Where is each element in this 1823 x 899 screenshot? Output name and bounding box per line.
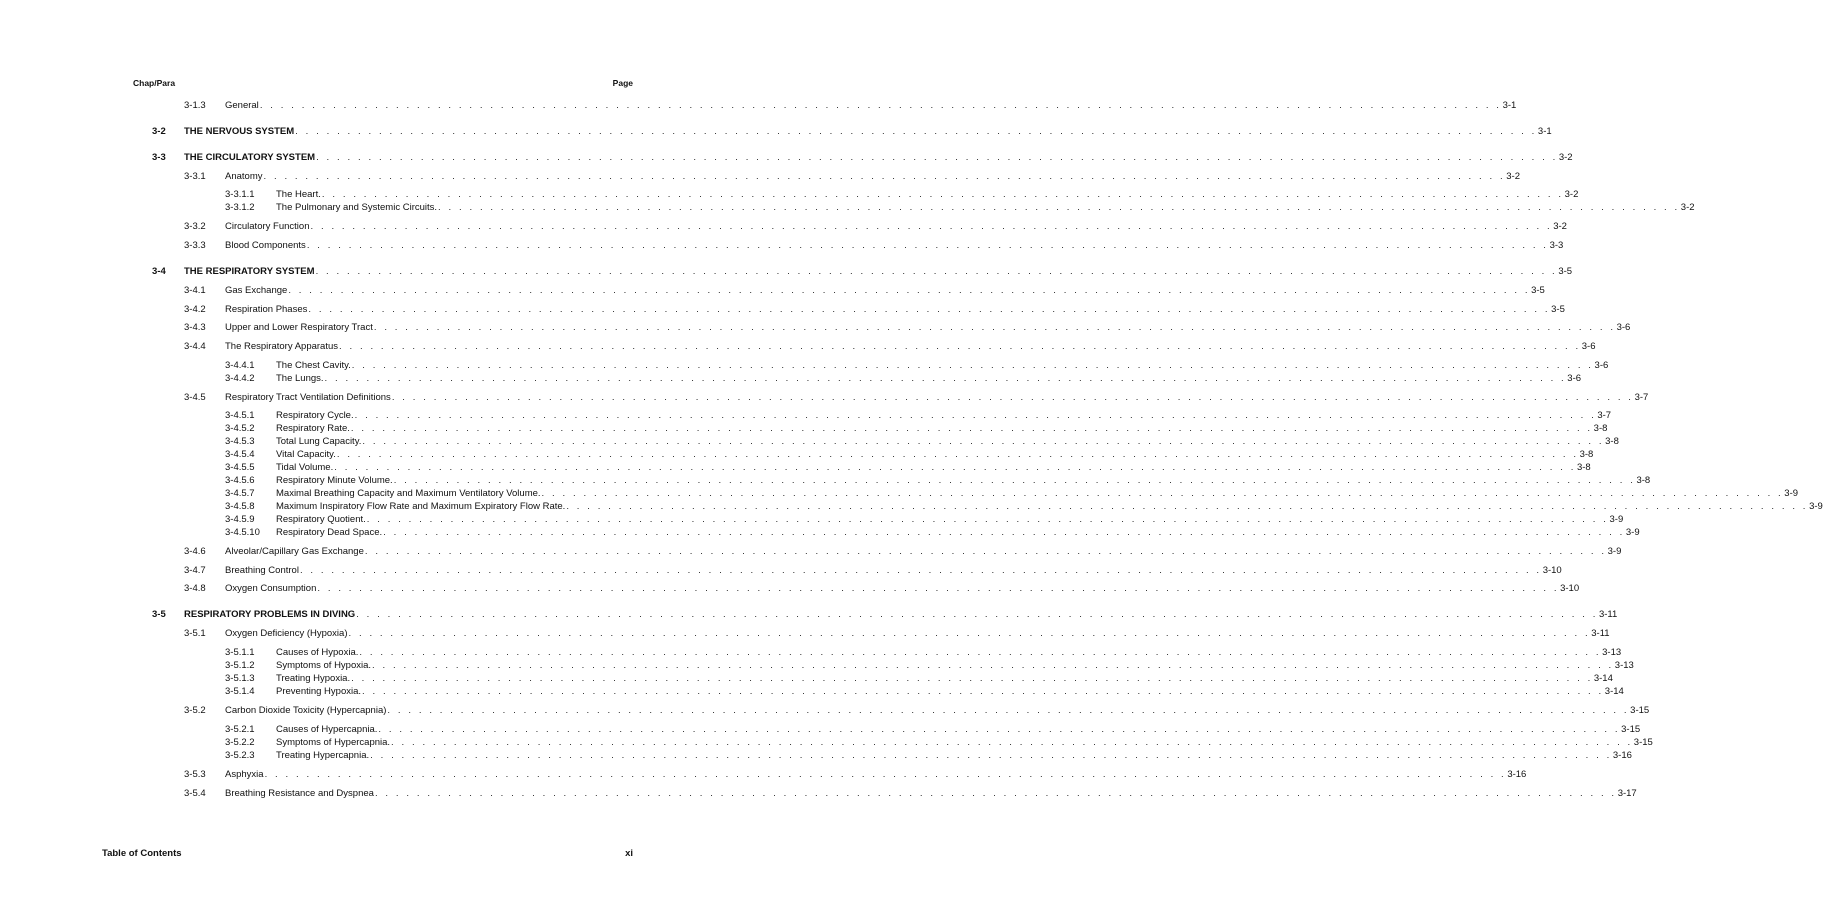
toc-entry-number: 3-5.2 xyxy=(184,705,206,716)
dot-leader: . . . . . . . . . . . . . . . . . . . . . . . . . . . . . . . . . . . . . . . . . . . . . . . . . . . . . . . . . . . . . . . . . . . . . . . . . . . . . . . . . . . . . . . . . . . . . . . . . . . . . . . . . . . . . . . . . . . . . . . xyxy=(370,750,1612,761)
toc-entry-title: Tidal Volume. xyxy=(276,462,334,473)
toc-entry-title: THE NERVOUS SYSTEM xyxy=(184,126,295,137)
dot-leader: . . . . . . . . . . . . . . . . . . . . . . . . . . . . . . . . . . . . . . . . . . . . . . . . . . . . . . . . . . . . . . . . . . . . . . . . . . . . . . . . . . . . . . . . . . . . . . . . . . . . . . . . . . . . . . . . . . . . . . . xyxy=(348,628,1591,639)
toc-entry-page: 3-9 xyxy=(1609,514,1624,525)
toc-entry-page: 3-8 xyxy=(1636,475,1651,486)
toc-entry-page: 3-6 xyxy=(1616,322,1631,333)
toc-entry[interactable] xyxy=(225,527,1640,539)
toc-entry-number: 3-4.5.2 xyxy=(225,423,255,434)
toc-chapter-entry[interactable] xyxy=(152,126,1552,138)
dot-leader: . . . . . . . . . . . . . . . . . . . . . . . . . . . . . . . . . . . . . . . . . . . . . . . . . . . . . . . . . . . . . . . . . . . . . . . . . . . . . . . . . . . . . . . . . . . . . . . . . . . . . . . . . . . . . . . . . . . . . . . xyxy=(364,546,1607,557)
toc-entry-page: 3-9 xyxy=(1625,527,1640,538)
toc-entry-number: 3-5.2.3 xyxy=(225,750,255,761)
toc-entry-title: Causes of Hypoxia. xyxy=(276,647,359,658)
column-header-page: Page xyxy=(612,78,633,88)
toc-entry-number: 3-3.1 xyxy=(184,171,206,182)
toc-entry-page: 3-1 xyxy=(1502,100,1517,111)
toc-entry-title: Maximum Inspiratory Flow Rate and Maximum Expiratory Flow Rate. xyxy=(276,501,566,512)
dot-leader: . . . . . . . . . . . . . . . . . . . . . . . . . . . . . . . . . . . . . . . . . . . . . . . . . . . . . . . . . . . . . . . . . . . . . . . . . . . . . . . . . . . . . . . . . . . . . . . . . . . . . . . . . . . . . . . . . . . . . . . xyxy=(362,436,1605,447)
toc-entry-number: 3-4.5.8 xyxy=(225,501,255,512)
dot-leader: . . . . . . . . . . . . . . . . . . . . . . . . . . . . . . . . . . . . . . . . . . . . . . . . . . . . . . . . . . . . . . . . . . . . . . . . . . . . . . . . . . . . . . . . . . . . . . . . . . . . . . . . . . . . . . . . . . . . . . . xyxy=(387,705,1630,716)
dot-leader: . . . . . . . . . . . . . . . . . . . . . . . . . . . . . . . . . . . . . . . . . . . . . . . . . . . . . . . . . . . . . . . . . . . . . . . . . . . . . . . . . . . . . . . . . . . . . . . . . . . . . . . . . . . . . . . . . . . . . . . xyxy=(350,423,1593,434)
toc-entry-number: 3-4.5.1 xyxy=(225,410,255,421)
dot-leader: . . . . . . . . . . . . . . . . . . . . . . . . . . . . . . . . . . . . . . . . . . . . . . . . . . . . . . . . . . . . . . . . . . . . . . . . . . . . . . . . . . . . . . . . . . . . . . . . . . . . . . . . . . . . . . . . . . . . . . . xyxy=(391,392,1634,403)
toc-entry-number: 3-4.4 xyxy=(184,341,206,352)
toc-entry-title: Respiratory Dead Space. xyxy=(276,527,383,538)
dot-leader: . . . . . . . . . . . . . . . . . . . . . . . . . . . . . . . . . . . . . . . . . . . . . . . . . . . . . . . . . . . . . . . . . . . . . . . . . . . . . . . . . . . . . . . . . . . . . . . . . . . . . . . . . . . . . . . . . . . . . . . xyxy=(334,462,1576,473)
toc-entry-page: 3-8 xyxy=(1605,436,1619,447)
toc-entry-title: Vital Capacity. xyxy=(276,449,336,460)
toc-entry-page: 3-9 xyxy=(1784,488,1799,499)
toc-entry-page: 3-15 xyxy=(1633,737,1653,748)
toc-entry[interactable] xyxy=(225,436,1619,448)
toc-entry-title: THE RESPIRATORY SYSTEM xyxy=(184,266,315,277)
toc-entry-number: 3-2 xyxy=(152,126,166,137)
dot-leader: . . . . . . . . . . . . . . . . . . . . . . . . . . . . . . . . . . . . . . . . . . . . . . . . . . . . . . . . . . . . . . . . . . . . . . . . . . . . . . . . . . . . . . . . . . . . . . . . . . . . . . . . . . . . . . . . . . . . . . . xyxy=(373,322,1616,333)
toc-entry-number: 3-3 xyxy=(152,152,166,163)
footer-page-number: xi xyxy=(625,848,633,859)
dot-leader: . . . . . . . . . . . . . . . . . . . . . . . . . . . . . . . . . . . . . . . . . . . . . . . . . . . . . . . . . . . . . . . . . . . . . . . . . . . . . . . . . . . . . . . . . . . . . . . . . . . . . . . . . . . . . . . . . . . . . . . xyxy=(316,152,1558,163)
toc-entry-number: 3-4.5 xyxy=(184,392,206,403)
toc-entry-title: Breathing Control xyxy=(225,565,299,576)
toc-entry[interactable] xyxy=(184,171,1520,183)
toc-entry-number: 3-4.4.2 xyxy=(225,373,255,384)
toc-entry-title: Causes of Hypercapnia. xyxy=(276,724,378,735)
toc-entry-title: The Respiratory Apparatus xyxy=(225,341,339,352)
dot-leader: . . . . . . . . . . . . . . . . . . . . . . . . . . . . . . . . . . . . . . . . . . . . . . . . . . . . . . . . . . . . . . . . . . . . . . . . . . . . . . . . . . . . . . . . . . . . . . . . . . . . . . . . . . . . . . . . . . . . . . . xyxy=(366,514,1609,525)
toc-entry[interactable] xyxy=(184,100,1517,112)
dot-leader: . . . . . . . . . . . . . . . . . . . . . . . . . . . . . . . . . . . . . . . . . . . . . . . . . . . . . . . . . . . . . . . . . . . . . . . . . . . . . . . . . . . . . . . . . . . . . . . . . . . . . . . . . . . . . . . . . . . . . . . xyxy=(339,341,1581,352)
toc-entry-number: 3-4.4.1 xyxy=(225,360,255,371)
dot-leader: . . . . . . . . . . . . . . . . . . . . . . . . . . . . . . . . . . . . . . . . . . . . . . . . . . . . . . . . . . . . . . . . . . . . . . . . . . . . . . . . . . . . . . . . . . . . . . . . . . . . . . . . . . . . . . . . . . . . . . . xyxy=(541,488,1784,499)
toc-entry-title: Respiratory Rate. xyxy=(276,423,350,434)
toc-entry[interactable] xyxy=(225,373,1582,385)
toc-entry-number: 3-4.6 xyxy=(184,546,206,557)
toc-entry[interactable] xyxy=(225,462,1591,474)
toc-entry-page: 3-2 xyxy=(1564,189,1579,200)
toc-entry[interactable] xyxy=(225,724,1641,736)
toc-entry-title: Total Lung Capacity. xyxy=(276,436,362,447)
toc-entry-number: 3-3.2 xyxy=(184,221,206,232)
toc-entry-title: Circulatory Function xyxy=(225,221,310,232)
toc-entry-title: Gas Exchange xyxy=(225,285,288,296)
dot-leader: . . . . . . . . . . . . . . . . . . . . . . . . . . . . . . . . . . . . . . . . . . . . . . . . . . . . . . . . . . . . . . . . . . . . . . . . . . . . . . . . . . . . . . . . . . . . . . . . . . . . . . . . . . . . . . . . . . . . . . . xyxy=(336,449,1579,460)
dot-leader: . . . . . . . . . . . . . . . . . . . . . . . . . . . . . . . . . . . . . . . . . . . . . . . . . . . . . . . . . . . . . . . . . . . . . . . . . . . . . . . . . . . . . . . . . . . . . . . . . . . . . . . . . . . . . . . . . . . . . . . xyxy=(566,501,1809,512)
toc-entry-number: 3-4.5.4 xyxy=(225,449,255,460)
toc-entry-page: 3-10 xyxy=(1542,565,1562,576)
toc-entry-title: Anatomy xyxy=(225,171,263,182)
toc-entry-title: Treating Hypercapnia. xyxy=(276,750,370,761)
toc-entry-number: 3-4.5.10 xyxy=(225,527,260,538)
toc-chapter-entry[interactable] xyxy=(152,609,1618,621)
toc-entry[interactable] xyxy=(225,189,1579,201)
toc-entry-title: Breathing Resistance and Dyspnea xyxy=(225,788,374,799)
toc-entry[interactable] xyxy=(184,304,1565,316)
dot-leader: . . . . . . . . . . . . . . . . . . . . . . . . . . . . . . . . . . . . . . . . . . . . . . . . . . . . . . . . . . . . . . . . . . . . . . . . . . . . . . . . . . . . . . . . . . . . . . . . . . . . . . . . . . . . . . . . . . . . . . . xyxy=(310,221,1553,232)
toc-entry-title: The Lungs. xyxy=(276,373,324,384)
dot-leader: . . . . . . . . . . . . . . . . . . . . . . . . . . . . . . . . . . . . . . . . . . . . . . . . . . . . . . . . . . . . . . . . . . . . . . . . . . . . . . . . . . . . . . . . . . . . . . . . . . . . . . . . . . . . . . . . . . . . . . . xyxy=(315,266,1558,277)
toc-entry[interactable] xyxy=(184,788,1637,800)
dot-leader: . . . . . . . . . . . . . . . . . . . . . . . . . . . . . . . . . . . . . . . . . . . . . . . . . . . . . . . . . . . . . . . . . . . . . . . . . . . . . . . . . . . . . . . . . . . . . . . . . . . . . . . . . . . . . . . . . . . . . . . xyxy=(299,565,1542,576)
toc-entry-number: 3-1.3 xyxy=(184,100,206,111)
toc-entry-number: 3-5.1.3 xyxy=(225,673,255,684)
toc-entry[interactable] xyxy=(225,750,1632,762)
toc-entry[interactable] xyxy=(225,660,1634,672)
toc-entry-number: 3-4.3 xyxy=(184,322,206,333)
toc-entry-number: 3-4.5.5 xyxy=(225,462,255,473)
toc-entry-page: 3-1 xyxy=(1537,126,1552,137)
toc-entry-title: Alveolar/Capillary Gas Exchange xyxy=(225,546,364,557)
dot-leader: . . . . . . . . . . . . . . . . . . . . . . . . . . . . . . . . . . . . . . . . . . . . . . . . . . . . . . . . . . . . . . . . . . . . . . . . . . . . . . . . . . . . . . . . . . . . . . . . . . . . . . . . . . . . . . . . . . . . . . . xyxy=(288,285,1531,296)
toc-entry-title: General xyxy=(225,100,259,111)
toc-entry-number: 3-4.5.9 xyxy=(225,514,255,525)
toc-entry-page: 3-13 xyxy=(1614,660,1634,671)
dot-leader: . . . . . . . . . . . . . . . . . . . . . . . . . . . . . . . . . . . . . . . . . . . . . . . . . . . . . . . . . . . . . . . . . . . . . . . . . . . . . . . . . . . . . . . . . . . . . . . . . . . . . . . . . . . . . . . . . . . . . . . xyxy=(351,360,1594,371)
toc-entry-title: Respiratory Quotient. xyxy=(276,514,366,525)
dot-leader: . . . . . . . . . . . . . . . . . . . . . . . . . . . . . . . . . . . . . . . . . . . . . . . . . . . . . . . . . . . . . . . . . . . . . . . . . . . . . . . . . . . . . . . . . . . . . . . . . . . . . . . . . . . . . . . . . . . . . . . xyxy=(356,609,1598,620)
footer-title: Table of Contents xyxy=(102,848,182,859)
toc-entry[interactable] xyxy=(184,705,1650,717)
toc-entry[interactable] xyxy=(184,546,1622,558)
toc-entry[interactable] xyxy=(184,565,1562,577)
column-header-chap-para: Chap/Para xyxy=(133,78,176,88)
toc-entry[interactable] xyxy=(184,392,1649,404)
toc-entry[interactable] xyxy=(184,628,1610,640)
toc-entry-number: 3-5.1 xyxy=(184,628,206,639)
toc-entry-page: 3-7 xyxy=(1597,410,1612,421)
toc-entry-title: Preventing Hypoxia. xyxy=(276,686,362,697)
toc-entry-title: The Chest Cavity. xyxy=(276,360,351,371)
toc-entry-page: 3-16 xyxy=(1507,769,1527,780)
toc-entry[interactable] xyxy=(225,475,1651,487)
toc-entry-page: 3-13 xyxy=(1602,647,1622,658)
toc-entry-number: 3-4.8 xyxy=(184,583,206,594)
toc-entry-number: 3-5 xyxy=(152,609,166,620)
toc-entry-title: THE CIRCULATORY SYSTEM xyxy=(184,152,316,163)
dot-leader: . . . . . . . . . . . . . . . . . . . . . . . . . . . . . . . . . . . . . . . . . . . . . . . . . . . . . . . . . . . . . . . . . . . . . . . . . . . . . . . . . . . . . . . . . . . . . . . . . . . . . . . . . . . . . . . . . . . . . . . xyxy=(321,189,1564,200)
toc-entry-number: 3-5.1.2 xyxy=(225,660,255,671)
toc-entry-page: 3-8 xyxy=(1593,423,1608,434)
toc-entry[interactable] xyxy=(184,769,1527,781)
toc-entry-title: The Heart. xyxy=(276,189,321,200)
toc-entry-title: Respiratory Cycle. xyxy=(276,410,354,421)
toc-entry-title: Carbon Dioxide Toxicity (Hypercapnia) xyxy=(225,705,387,716)
toc-entry[interactable] xyxy=(225,686,1624,698)
dot-leader: . . . . . . . . . . . . . . . . . . . . . . . . . . . . . . . . . . . . . . . . . . . . . . . . . . . . . . . . . . . . . . . . . . . . . . . . . . . . . . . . . . . . . . . . . . . . . . . . . . . . . . . . . . . . . . . . . . . . . . . xyxy=(374,788,1617,799)
toc-entry-title: Oxygen Consumption xyxy=(225,583,317,594)
toc-entry[interactable] xyxy=(184,240,1564,252)
toc-entry-page: 3-14 xyxy=(1593,673,1613,684)
toc-chapter-entry[interactable] xyxy=(152,266,1573,278)
toc-entry-number: 3-3.1.1 xyxy=(225,189,255,200)
toc-entry-number: 3-5.1.1 xyxy=(225,647,255,658)
toc-entry-title: Oxygen Deficiency (Hypoxia) xyxy=(225,628,348,639)
toc-entry-page: 3-6 xyxy=(1594,360,1609,371)
toc-entry-page: 3-11 xyxy=(1591,628,1610,639)
dot-leader: . . . . . . . . . . . . . . . . . . . . . . . . . . . . . . . . . . . . . . . . . . . . . . . . . . . . . . . . . . . . . . . . . . . . . . . . . . . . . . . . . . . . . . . . . . . . . . . . . . . . . . . . . . . . . . . . . . . . . . . xyxy=(295,126,1537,137)
toc-entry-page: 3-7 xyxy=(1634,392,1649,403)
dot-leader: . . . . . . . . . . . . . . . . . . . . . . . . . . . . . . . . . . . . . . . . . . . . . . . . . . . . . . . . . . . . . . . . . . . . . . . . . . . . . . . . . . . . . . . . . . . . . . . . . . . . . . . . . . . . . . . . . . . . . . . xyxy=(378,724,1621,735)
toc-entry-title: The Pulmonary and Systemic Circuits. xyxy=(276,202,438,213)
toc-entry[interactable] xyxy=(184,341,1596,353)
dot-leader: . . . . . . . . . . . . . . . . . . . . . . . . . . . . . . . . . . . . . . . . . . . . . . . . . . . . . . . . . . . . . . . . . . . . . . . . . . . . . . . . . . . . . . . . . . . . . . . . . . . . . . . . . . . . . . . . . . . . . . . xyxy=(438,202,1680,213)
toc-entry[interactable] xyxy=(225,488,1799,500)
toc-entry-number: 3-4.5.3 xyxy=(225,436,255,447)
toc-entry-title: Treating Hypoxia. xyxy=(276,673,351,684)
dot-leader: . . . . . . . . . . . . . . . . . . . . . . . . . . . . . . . . . . . . . . . . . . . . . . . . . . . . . . . . . . . . . . . . . . . . . . . . . . . . . . . . . . . . . . . . . . . . . . . . . . . . . . . . . . . . . . . . . . . . . . . xyxy=(351,673,1593,684)
toc-entry[interactable] xyxy=(225,514,1624,526)
toc-entry[interactable] xyxy=(184,285,1545,297)
toc-entry-number: 3-5.4 xyxy=(184,788,206,799)
dot-leader: . . . . . . . . . . . . . . . . . . . . . . . . . . . . . . . . . . . . . . . . . . . . . . . . . . . . . . . . . . . . . . . . . . . . . . . . . . . . . . . . . . . . . . . . . . . . . . . . . . . . . . . . . . . . . . . . . . . . . . . xyxy=(372,660,1614,671)
toc-entry-number: 3-5.2.1 xyxy=(225,724,255,735)
toc-entry[interactable] xyxy=(184,583,1580,595)
dot-leader: . . . . . . . . . . . . . . . . . . . . . . . . . . . . . . . . . . . . . . . . . . . . . . . . . . . . . . . . . . . . . . . . . . . . . . . . . . . . . . . . . . . . . . . . . . . . . . . . . . . . . . . . . . . . . . . . . . . . . . . xyxy=(393,475,1636,486)
toc-entry-page: 3-2 xyxy=(1506,171,1520,182)
toc-entry-page: 3-9 xyxy=(1607,546,1622,557)
toc-entry-title: Respiratory Tract Ventilation Definitions xyxy=(225,392,391,403)
dot-leader: . . . . . . . . . . . . . . . . . . . . . . . . . . . . . . . . . . . . . . . . . . . . . . . . . . . . . . . . . . . . . . . . . . . . . . . . . . . . . . . . . . . . . . . . . . . . . . . . . . . . . . . . . . . . . . . . . . . . . . . xyxy=(263,171,1506,182)
toc-entry-number: 3-4.2 xyxy=(184,304,206,315)
toc-entry[interactable] xyxy=(184,221,1567,233)
toc-entry-title: Respiration Phases xyxy=(225,304,308,315)
toc-entry[interactable] xyxy=(225,423,1608,435)
toc-entry[interactable] xyxy=(225,202,1695,214)
dot-leader: . . . . . . . . . . . . . . . . . . . . . . . . . . . . . . . . . . . . . . . . . . . . . . . . . . . . . . . . . . . . . . . . . . . . . . . . . . . . . . . . . . . . . . . . . . . . . . . . . . . . . . . . . . . . . . . . . . . . . . . xyxy=(383,527,1625,538)
dot-leader: . . . . . . . . . . . . . . . . . . . . . . . . . . . . . . . . . . . . . . . . . . . . . . . . . . . . . . . . . . . . . . . . . . . . . . . . . . . . . . . . . . . . . . . . . . . . . . . . . . . . . . . . . . . . . . . . . . . . . . . xyxy=(354,410,1597,421)
toc-entry-number: 3-3.3 xyxy=(184,240,206,251)
toc-entry[interactable] xyxy=(225,647,1622,659)
toc-entry-page: 3-5 xyxy=(1531,285,1545,296)
toc-entry-page: 3-2 xyxy=(1553,221,1567,232)
toc-entry[interactable] xyxy=(225,360,1609,372)
toc-entry-page: 3-3 xyxy=(1549,240,1564,251)
toc-entry-number: 3-3.1.2 xyxy=(225,202,255,213)
toc-entry-page: 3-8 xyxy=(1579,449,1594,460)
toc-entry-number: 3-4.5.6 xyxy=(225,475,255,486)
dot-leader: . . . . . . . . . . . . . . . . . . . . . . . . . . . . . . . . . . . . . . . . . . . . . . . . . . . . . . . . . . . . . . . . . . . . . . . . . . . . . . . . . . . . . . . . . . . . . . . . . . . . . . . . . . . . . . . . . . . . . . . xyxy=(324,373,1567,384)
toc-entry-page: 3-5 xyxy=(1551,304,1565,315)
dot-leader: . . . . . . . . . . . . . . . . . . . . . . . . . . . . . . . . . . . . . . . . . . . . . . . . . . . . . . . . . . . . . . . . . . . . . . . . . . . . . . . . . . . . . . . . . . . . . . . . . . . . . . . . . . . . . . . . . . . . . . . xyxy=(359,647,1602,658)
toc-entry-page: 3-16 xyxy=(1612,750,1632,761)
toc-entry-title: Symptoms of Hypoxia. xyxy=(276,660,372,671)
toc-entry[interactable] xyxy=(225,673,1613,685)
dot-leader: . . . . . . . . . . . . . . . . . . . . . . . . . . . . . . . . . . . . . . . . . . . . . . . . . . . . . . . . . . . . . . . . . . . . . . . . . . . . . . . . . . . . . . . . . . . . . . . . . . . . . . . . . . . . . . . . . . . . . . . xyxy=(259,100,1502,111)
toc-entry-title: Asphyxia xyxy=(225,769,264,780)
toc-entry-title: Maximal Breathing Capacity and Maximum Ventilatory Volume. xyxy=(276,488,541,499)
toc-entry-number: 3-5.3 xyxy=(184,769,206,780)
toc-entry-page: 3-17 xyxy=(1617,788,1637,799)
toc-entry-number: 3-5.1.4 xyxy=(225,686,255,697)
dot-leader: . . . . . . . . . . . . . . . . . . . . . . . . . . . . . . . . . . . . . . . . . . . . . . . . . . . . . . . . . . . . . . . . . . . . . . . . . . . . . . . . . . . . . . . . . . . . . . . . . . . . . . . . . . . . . . . . . . . . . . . xyxy=(391,737,1633,748)
toc-entry-number: 3-4.5.7 xyxy=(225,488,255,499)
dot-leader: . . . . . . . . . . . . . . . . . . . . . . . . . . . . . . . . . . . . . . . . . . . . . . . . . . . . . . . . . . . . . . . . . . . . . . . . . . . . . . . . . . . . . . . . . . . . . . . . . . . . . . . . . . . . . . . . . . . . . . . xyxy=(362,686,1604,697)
toc-entry-page: 3-11 xyxy=(1598,609,1618,620)
toc-entry[interactable] xyxy=(225,501,1823,513)
toc-entry-page: 3-15 xyxy=(1621,724,1641,735)
toc-entry-number: 3-4 xyxy=(152,266,166,277)
toc-entry[interactable] xyxy=(225,410,1612,422)
toc-entry[interactable] xyxy=(225,449,1594,461)
toc-entry-page: 3-6 xyxy=(1567,373,1582,384)
toc-entry-number: 3-4.7 xyxy=(184,565,206,576)
toc-entry-number: 3-5.2.2 xyxy=(225,737,255,748)
dot-leader: . . . . . . . . . . . . . . . . . . . . . . . . . . . . . . . . . . . . . . . . . . . . . . . . . . . . . . . . . . . . . . . . . . . . . . . . . . . . . . . . . . . . . . . . . . . . . . . . . . . . . . . . . . . . . . . . . . . . . . . xyxy=(264,769,1507,780)
toc-entry-page: 3-2 xyxy=(1558,152,1573,163)
toc-entry-title: Blood Components xyxy=(225,240,306,251)
toc-entry-page: 3-5 xyxy=(1558,266,1573,277)
toc-entry-title: Symptoms of Hypercapnia. xyxy=(276,737,391,748)
toc-chapter-entry[interactable] xyxy=(152,152,1573,164)
toc-entry-page: 3-6 xyxy=(1581,341,1596,352)
toc-entry-page: 3-9 xyxy=(1809,501,1823,512)
dot-leader: . . . . . . . . . . . . . . . . . . . . . . . . . . . . . . . . . . . . . . . . . . . . . . . . . . . . . . . . . . . . . . . . . . . . . . . . . . . . . . . . . . . . . . . . . . . . . . . . . . . . . . . . . . . . . . . . . . . . . . . xyxy=(317,583,1560,594)
toc-entry-page: 3-8 xyxy=(1576,462,1591,473)
toc-entry[interactable] xyxy=(184,322,1631,334)
toc-entry-title: Respiratory Minute Volume. xyxy=(276,475,393,486)
toc-entry-title: Upper and Lower Respiratory Tract xyxy=(225,322,373,333)
toc-entry-number: 3-4.1 xyxy=(184,285,206,296)
toc-entry-page: 3-10 xyxy=(1560,583,1580,594)
toc-entry-page: 3-15 xyxy=(1630,705,1650,716)
dot-leader: . . . . . . . . . . . . . . . . . . . . . . . . . . . . . . . . . . . . . . . . . . . . . . . . . . . . . . . . . . . . . . . . . . . . . . . . . . . . . . . . . . . . . . . . . . . . . . . . . . . . . . . . . . . . . . . . . . . . . . . xyxy=(308,304,1551,315)
toc-entry-page: 3-2 xyxy=(1680,202,1695,213)
toc-entry[interactable] xyxy=(225,737,1653,749)
dot-leader: . . . . . . . . . . . . . . . . . . . . . . . . . . . . . . . . . . . . . . . . . . . . . . . . . . . . . . . . . . . . . . . . . . . . . . . . . . . . . . . . . . . . . . . . . . . . . . . . . . . . . . . . . . . . . . . . . . . . . . . xyxy=(306,240,1549,251)
toc-entry-page: 3-14 xyxy=(1604,686,1624,697)
toc-entry-title: RESPIRATORY PROBLEMS IN DIVING xyxy=(184,609,356,620)
